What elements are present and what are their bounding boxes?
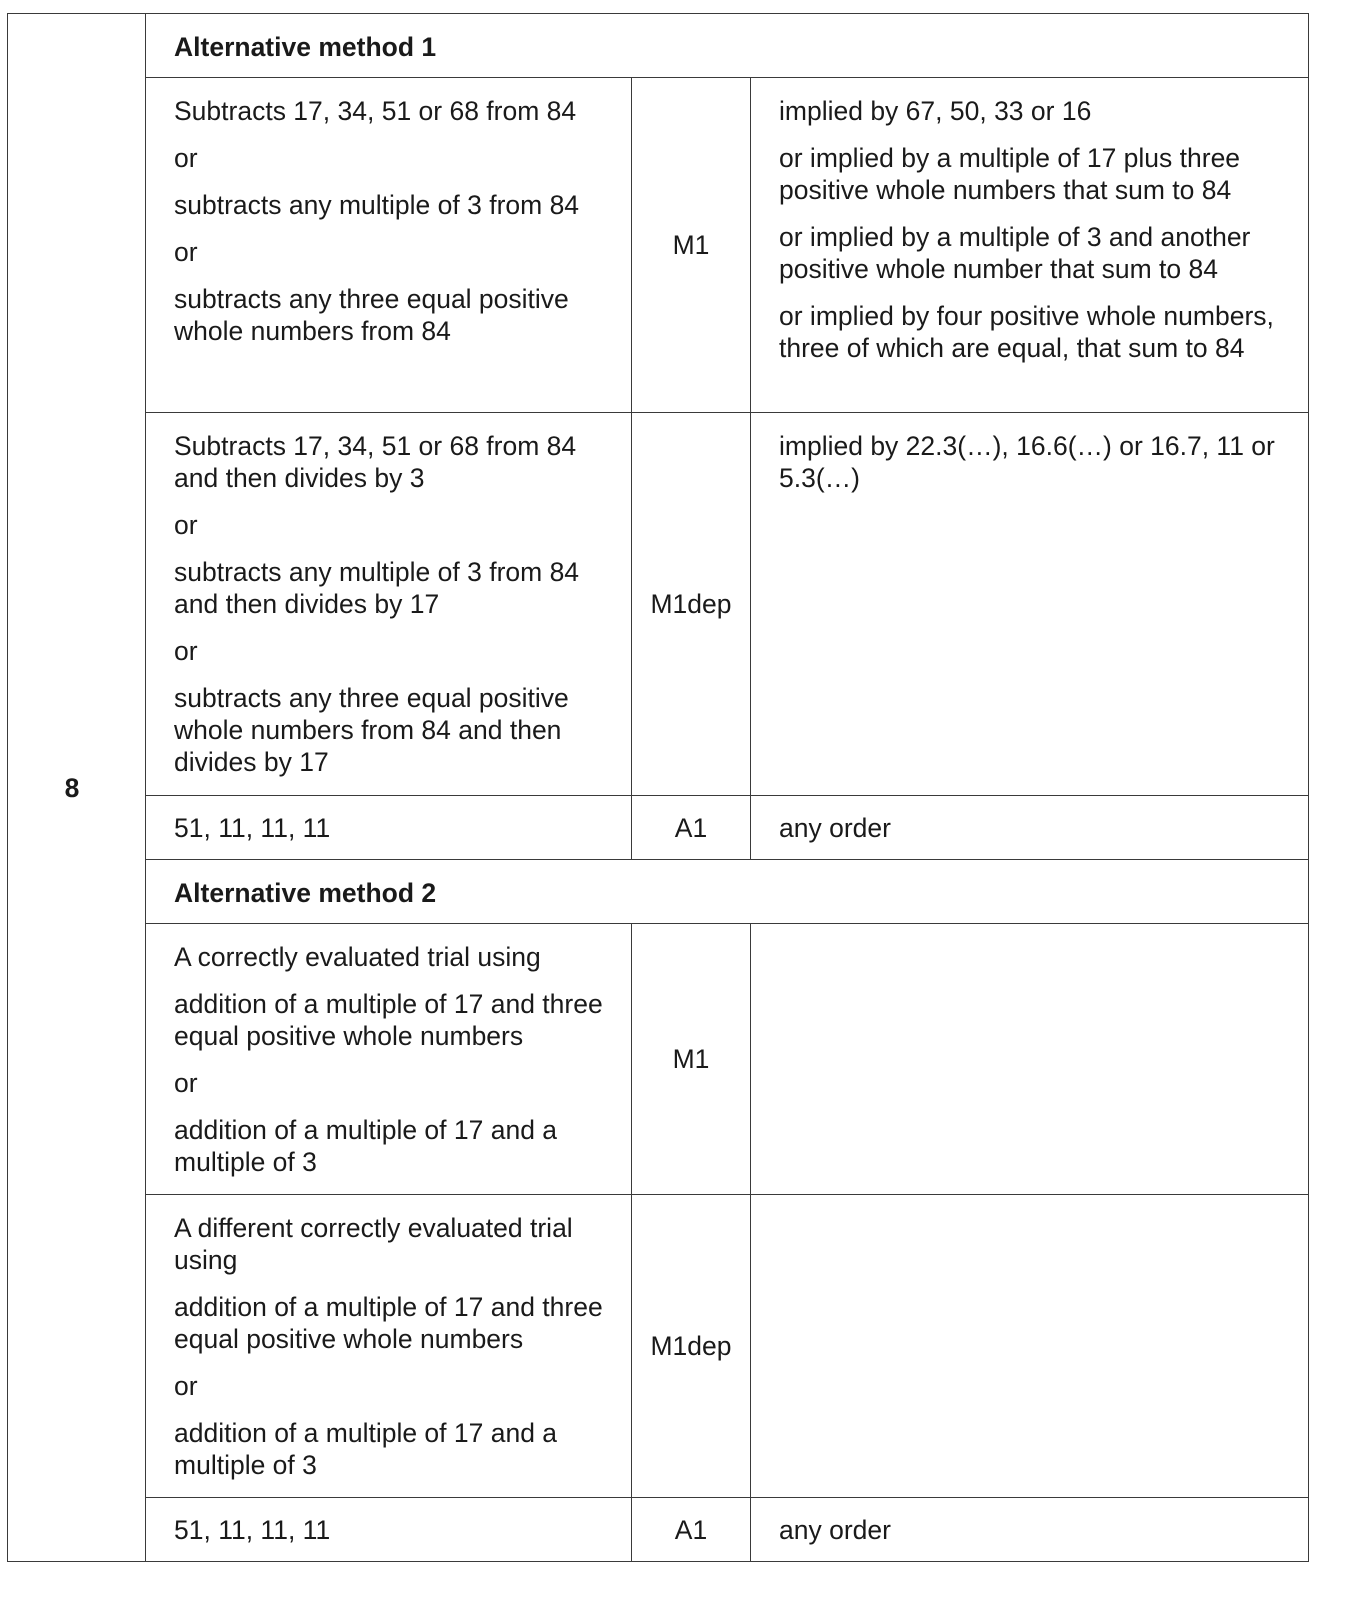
description-line: Subtracts 17, 34, 51 or 68 from 84 and then divides by 3 <box>174 431 577 493</box>
description-line: or <box>174 510 198 540</box>
description-line: or <box>174 636 198 666</box>
description-line: or <box>174 237 198 267</box>
description-line: addition of a multiple of 17 and three equal positive whole numbers <box>174 989 603 1051</box>
comment-cell <box>751 924 1309 1195</box>
method-heading-row <box>8 14 1309 78</box>
description-line: addition of a multiple of 17 and a multiple of 3 <box>174 1115 558 1177</box>
comment-line: or implied by four positive whole numbers, three of which are equal, that sum to 84 <box>779 301 1274 363</box>
table-row <box>8 78 1309 413</box>
description-cell <box>146 1498 632 1562</box>
description-line: addition of a multiple of 17 and a multiple of 3 <box>174 1418 558 1480</box>
description-line: addition of a multiple of 17 and three equal positive whole numbers <box>174 1292 603 1354</box>
description-line: or <box>174 1371 198 1401</box>
table-row <box>8 1498 1309 1562</box>
description-line: or <box>174 1068 198 1098</box>
comment-cell <box>751 78 1309 413</box>
comment-cell <box>751 1195 1309 1498</box>
method-heading: Alternative method 1 <box>146 14 1309 78</box>
description-cell <box>146 413 632 796</box>
description-cell <box>146 1195 632 1498</box>
description-cell <box>146 78 632 413</box>
comment-line: any order <box>779 813 891 843</box>
description-line: A correctly evaluated trial using <box>174 942 541 972</box>
mark-scheme-table <box>7 13 1309 1562</box>
table-row <box>8 796 1309 860</box>
table-row <box>8 1195 1309 1498</box>
mark-cell: M1 <box>632 78 751 413</box>
comment-cell <box>751 796 1309 860</box>
comment-line: implied by 22.3(…), 16.6(…) or 16.7, 11 or 5.3(…) <box>779 431 1275 493</box>
mark-cell: M1dep <box>632 1195 751 1498</box>
mark-cell: M1dep <box>632 413 751 796</box>
description-line: subtracts any three equal positive whole numbers from 84 and then divides by 17 <box>174 683 569 777</box>
description-line: subtracts any multiple of 3 from 84 <box>174 190 580 220</box>
description-line: 51, 11, 11, 11 <box>174 813 331 843</box>
table-row <box>8 413 1309 796</box>
comment-line: implied by 67, 50, 33 or 16 <box>779 96 1092 126</box>
comment-cell <box>751 413 1309 796</box>
description-cell <box>146 924 632 1195</box>
comment-line: or implied by a multiple of 17 plus three positive whole numbers that sum to 84 <box>779 143 1241 205</box>
description-line: A different correctly evaluated trial using <box>174 1213 573 1275</box>
description-line: Subtracts 17, 34, 51 or 68 from 84 <box>174 96 577 126</box>
description-line: subtracts any three equal positive whole numbers from 84 <box>174 284 569 346</box>
table-row <box>8 924 1309 1195</box>
description-cell <box>146 796 632 860</box>
comment-cell <box>751 1498 1309 1562</box>
method-heading-row <box>8 860 1309 924</box>
mark-cell: A1 <box>632 796 751 860</box>
method-heading: Alternative method 2 <box>146 860 1309 924</box>
description-line: 51, 11, 11, 11 <box>174 1515 331 1545</box>
description-line: or <box>174 143 198 173</box>
comment-line: any order <box>779 1515 891 1545</box>
mark-cell: A1 <box>632 1498 751 1562</box>
description-line: subtracts any multiple of 3 from 84 and then divides by 17 <box>174 557 580 619</box>
mark-cell: M1 <box>632 924 751 1195</box>
question-number: 8 <box>8 14 146 1562</box>
comment-line: or implied by a multiple of 3 and another positive whole number that sum to 84 <box>779 222 1251 284</box>
